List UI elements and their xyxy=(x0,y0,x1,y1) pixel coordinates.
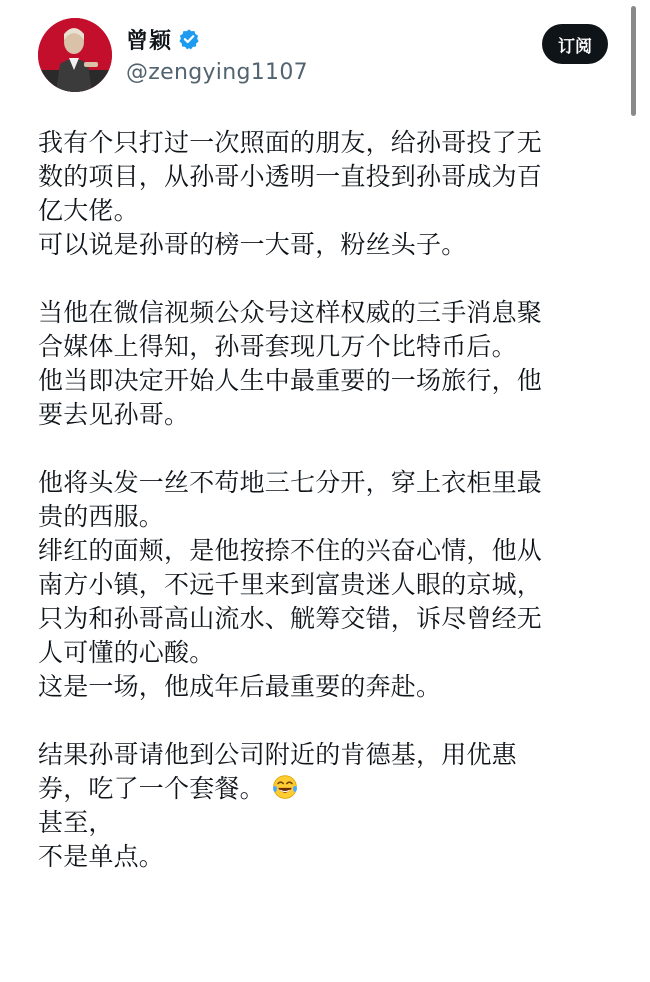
face-with-tears-of-joy-icon xyxy=(271,773,299,801)
post-line: 人可懂的心酸。 xyxy=(38,638,215,667)
post-line: 绯红的面颊，是他按捺不住的兴奋心情，他从 xyxy=(38,536,543,565)
post-line: 这是一场，他成年后最重要的奔赴。 xyxy=(38,672,442,701)
post-line: 当他在微信视频公众号这样权威的三手消息聚 xyxy=(38,298,543,327)
handle[interactable]: @zengying1107 xyxy=(126,60,308,85)
verified-badge-icon xyxy=(178,28,200,50)
paragraph-gap xyxy=(38,704,613,738)
author-block xyxy=(126,24,308,85)
post-line: 我有个只打过一次照面的朋友，给孙哥投了无 xyxy=(38,128,543,157)
subscribe-button[interactable]: 订阅 xyxy=(542,24,608,64)
post-line: 甚至， xyxy=(38,808,114,837)
display-name[interactable]: 曾颖 xyxy=(126,28,173,54)
post-line: 只为和孙哥高山流水、觥筹交错，诉尽曾经无 xyxy=(38,604,543,633)
post-line: 结果孙哥请他到公司附近的肯德基，用优惠 xyxy=(38,740,517,769)
post-header xyxy=(38,18,608,98)
post-line: 数的项目，从孙哥小透明一直投到孙哥成为百 xyxy=(38,162,543,191)
paragraph-gap xyxy=(38,262,613,296)
post-line: 他当即决定开始人生中最重要的一场旅行，他 xyxy=(38,366,543,395)
paragraph-gap xyxy=(38,432,613,466)
scrollbar[interactable] xyxy=(631,6,636,116)
post-line: 南方小镇，不远千里来到富贵迷人眼的京城， xyxy=(38,570,543,599)
avatar[interactable] xyxy=(38,18,112,92)
post-line: 亿大佬。 xyxy=(38,196,139,225)
post-line-text: 券，吃了一个套餐。 xyxy=(38,774,265,803)
name-row xyxy=(126,24,308,54)
post-line xyxy=(38,772,613,806)
post-line: 贵的西服。 xyxy=(38,502,165,531)
post-body xyxy=(38,126,613,874)
post-line: 要去见孙哥。 xyxy=(38,400,190,429)
post-line: 合媒体上得知，孙哥套现几万个比特币后。 xyxy=(38,332,517,361)
post-line: 他将头发一丝不苟地三七分开，穿上衣柜里最 xyxy=(38,468,543,497)
avatar-image xyxy=(38,18,112,92)
post-line: 不是单点。 xyxy=(38,842,165,871)
post-line: 可以说是孙哥的榜一大哥，粉丝头子。 xyxy=(38,230,467,259)
